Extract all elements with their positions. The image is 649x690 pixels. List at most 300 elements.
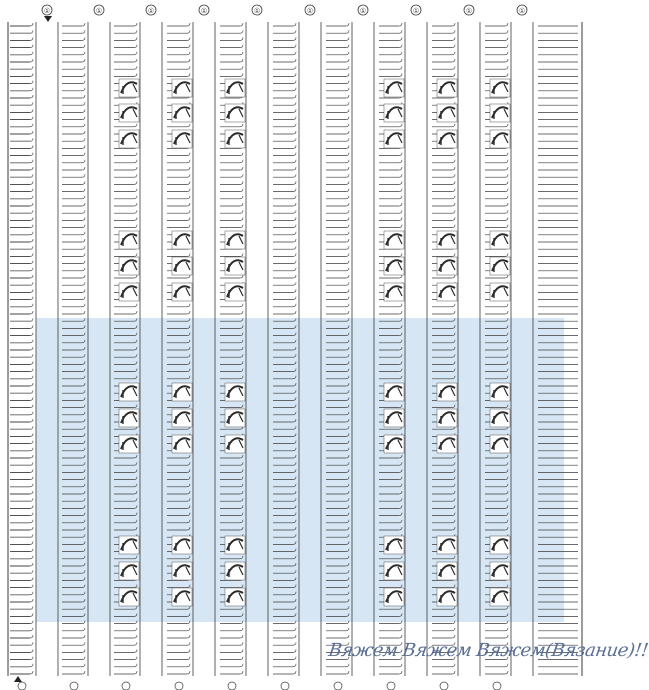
row-tick-hook [30,549,33,552]
row-tick-hook [399,45,402,48]
row-tick-hook [346,239,349,242]
row-tick-hook [293,138,296,141]
row-tick-hook [187,671,190,674]
row-tick-hook [187,59,190,62]
row-tick-hook [505,671,508,674]
row-tick-hook [346,37,349,40]
stitch-symbol-icon [225,257,245,275]
row-tick-hook [346,59,349,62]
stitch-symbol-box [437,383,457,401]
row-tick-hook [346,210,349,213]
row-tick-hook [82,239,85,242]
stitch-symbol-box [225,231,245,249]
stitch-symbol-icon [172,130,192,148]
row-tick-hook [82,189,85,192]
row-tick-hook [240,671,243,674]
row-tick-hook [30,37,33,40]
row-tick-hook [346,181,349,184]
row-tick-hook [505,59,508,62]
row-tick-hook [30,657,33,660]
row-tick-hook [505,66,508,69]
row-tick-hook [346,153,349,156]
row-tick-hook [505,45,508,48]
stitch-symbol-icon [225,383,245,401]
stitch-symbol-box [490,79,510,97]
row-tick-hook [346,671,349,674]
row-tick-hook [399,671,402,674]
stitch-symbol-box [384,409,404,427]
row-tick-hook [505,304,508,307]
column-marker-label: ① [518,7,526,15]
row-tick-hook [399,635,402,638]
row-tick-hook [293,52,296,55]
row-tick-hook [346,167,349,170]
row-tick-hook [187,642,190,645]
row-tick-hook [134,642,137,645]
row-tick-hook [346,102,349,105]
stitch-symbol-icon [172,588,192,606]
row-tick-hook [293,642,296,645]
stitch-symbol-icon [490,536,510,554]
row-tick-hook [240,253,243,256]
row-tick-hook [346,232,349,235]
row-tick-hook [134,124,137,127]
row-tick-hook [30,649,33,652]
row-tick-hook [505,210,508,213]
row-tick-hook [30,217,33,220]
row-tick-hook [399,30,402,33]
stitch-symbol-box [172,257,192,275]
stitch-symbol-icon [119,104,139,122]
row-tick-hook [30,138,33,141]
row-tick-hook [30,225,33,228]
row-tick-hook [240,52,243,55]
row-tick-hook [187,167,190,170]
row-tick-hook [134,304,137,307]
stitch-symbol-icon [172,257,192,275]
stitch-symbol-box [119,536,139,554]
row-tick-hook [293,304,296,307]
end-arrow-icon [14,676,22,682]
stitch-symbol-box [225,130,245,148]
row-tick-hook [30,484,33,487]
row-tick-hook [30,577,33,580]
row-tick-hook [134,275,137,278]
stitch-symbol-icon [172,231,192,249]
row-tick-hook [134,196,137,199]
row-tick-hook [134,160,137,163]
row-tick-hook [240,210,243,213]
row-tick-hook [293,102,296,105]
row-tick-hook [30,405,33,408]
row-tick-hook [293,217,296,220]
bottom-marker-circle [493,682,501,690]
row-tick-hook [30,45,33,48]
row-tick-hook [30,613,33,616]
row-tick-hook [452,275,455,278]
stitch-symbol-box [490,130,510,148]
row-tick-hook [30,246,33,249]
row-tick-hook [82,52,85,55]
row-tick-hook [30,239,33,242]
stitch-symbol-icon [384,409,404,427]
stitch-symbol-box [384,130,404,148]
row-tick-hook [293,153,296,156]
row-tick-hook [399,253,402,256]
stitch-symbol-box [437,79,457,97]
row-tick-hook [399,59,402,62]
column-marker-label: ① [465,7,473,15]
stitch-symbol-box [225,257,245,275]
row-tick-hook [452,66,455,69]
stitch-symbol-box [172,409,192,427]
row-tick-hook [30,448,33,451]
row-tick-hook [30,210,33,213]
row-tick-hook [134,671,137,674]
row-tick-hook [240,304,243,307]
stitch-symbol-icon [490,409,510,427]
row-tick-hook [30,354,33,357]
stitch-symbol-box [172,130,192,148]
stitch-symbol-box [437,257,457,275]
row-tick-hook [134,181,137,184]
row-tick-hook [134,210,137,213]
column-marker-label: ① [412,7,420,15]
row-tick-hook [505,160,508,163]
row-tick-hook [346,45,349,48]
row-tick-hook [452,311,455,314]
row-tick-hook [82,217,85,220]
stitch-symbol-icon [490,231,510,249]
row-tick-hook [30,289,33,292]
row-tick-hook [505,628,508,631]
row-tick-hook [293,88,296,91]
stitch-symbol-box [119,104,139,122]
row-tick-hook [134,52,137,55]
row-tick-hook [30,318,33,321]
stitch-symbol-icon [119,231,139,249]
row-tick-hook [240,153,243,156]
row-tick-hook [293,167,296,170]
stitch-symbol-icon [437,435,457,453]
row-tick-hook [505,311,508,314]
row-tick-hook [293,311,296,314]
row-tick-hook [399,37,402,40]
stitch-symbol-box [172,536,192,554]
row-tick-hook [293,628,296,631]
row-tick-hook [293,225,296,228]
row-tick-hook [187,30,190,33]
row-tick-hook [82,196,85,199]
row-tick-hook [134,253,137,256]
row-tick-hook [240,73,243,76]
stitch-symbol-box [437,283,457,301]
row-tick-hook [452,23,455,26]
row-tick-hook [452,124,455,127]
row-tick-hook [30,635,33,638]
row-tick-hook [134,30,137,33]
column-marker-label: ① [359,7,367,15]
row-tick-hook [30,59,33,62]
row-tick-hook [30,268,33,271]
row-tick-hook [82,73,85,76]
row-tick-hook [30,498,33,501]
row-tick-hook [134,664,137,667]
stitch-symbol-icon [172,435,192,453]
row-tick-hook [293,95,296,98]
stitch-symbol-icon [437,283,457,301]
row-tick-hook [293,160,296,163]
row-tick-hook [30,311,33,314]
row-tick-hook [346,203,349,206]
stitch-symbol-icon [119,588,139,606]
stitch-symbol-icon [172,283,192,301]
row-tick-hook [30,160,33,163]
row-tick-hook [505,167,508,170]
stitch-symbol-box [172,231,192,249]
row-tick-hook [452,174,455,177]
row-tick-hook [30,261,33,264]
stitch-symbol-icon [225,562,245,580]
row-tick-hook [134,37,137,40]
row-tick-hook [240,196,243,199]
row-tick-hook [293,59,296,62]
row-tick-hook [30,419,33,422]
row-tick-hook [346,217,349,220]
row-tick-hook [399,628,402,631]
bottom-marker-circle [334,682,342,690]
row-tick-hook [293,210,296,213]
row-tick-hook [240,649,243,652]
stitch-symbol-box [225,536,245,554]
row-tick-hook [240,167,243,170]
stitch-symbol-icon [119,536,139,554]
row-tick-hook [30,505,33,508]
stitch-symbol-icon [437,231,457,249]
row-tick-hook [505,181,508,184]
row-tick-hook [452,671,455,674]
stitch-symbol-box [437,130,457,148]
row-tick-hook [134,45,137,48]
row-tick-hook [346,117,349,120]
row-tick-hook [293,45,296,48]
row-tick-hook [293,174,296,177]
row-tick-hook [30,383,33,386]
row-tick-hook [187,124,190,127]
row-tick-hook [293,268,296,271]
row-tick-hook [293,109,296,112]
row-tick-hook [30,412,33,415]
row-tick-hook [452,181,455,184]
row-tick-hook [505,635,508,638]
row-tick-hook [240,203,243,206]
row-tick-hook [30,124,33,127]
row-tick-hook [30,340,33,343]
stitch-symbol-box [172,283,192,301]
row-tick-hook [134,311,137,314]
row-tick-hook [240,628,243,631]
row-tick-hook [293,81,296,84]
row-tick-hook [505,253,508,256]
row-tick-hook [82,102,85,105]
row-tick-hook [399,66,402,69]
row-tick-hook [399,181,402,184]
row-tick-hook [134,649,137,652]
row-tick-hook [346,124,349,127]
row-tick-hook [399,275,402,278]
row-tick-hook [187,23,190,26]
row-tick-hook [346,628,349,631]
row-tick-hook [346,275,349,278]
row-tick-hook [293,189,296,192]
stitch-symbol-icon [225,130,245,148]
row-tick-hook [293,124,296,127]
row-tick-hook [82,311,85,314]
row-tick-hook [293,635,296,638]
row-tick-hook [293,239,296,242]
stitch-symbol-box [384,283,404,301]
stitch-symbol-icon [490,562,510,580]
stitch-symbol-icon [384,536,404,554]
row-tick-hook [452,30,455,33]
row-tick-hook [30,541,33,544]
stitch-symbol-box [490,231,510,249]
stitch-symbol-box [384,435,404,453]
row-tick-hook [82,95,85,98]
row-tick-hook [187,52,190,55]
row-tick-hook [346,253,349,256]
stitch-symbol-box [119,435,139,453]
stitch-symbol-box [437,588,457,606]
row-tick-hook [346,246,349,249]
stitch-symbol-icon [384,79,404,97]
stitch-symbol-icon [490,588,510,606]
row-tick-hook [134,657,137,660]
row-tick-hook [82,167,85,170]
stitch-symbol-box [172,562,192,580]
row-tick-hook [30,253,33,256]
row-tick-hook [82,642,85,645]
row-tick-hook [240,30,243,33]
row-tick-hook [30,275,33,278]
row-tick-hook [30,232,33,235]
stitch-symbol-box [119,130,139,148]
bottom-marker-circle [228,682,236,690]
row-tick-hook [30,469,33,472]
row-tick-hook [452,189,455,192]
row-tick-hook [505,73,508,76]
row-tick-hook [452,635,455,638]
row-tick-hook [30,81,33,84]
stitch-symbol-box [225,435,245,453]
stitch-symbol-icon [119,409,139,427]
row-tick-hook [187,160,190,163]
row-tick-hook [82,124,85,127]
stitch-symbol-icon [437,588,457,606]
row-tick-hook [187,73,190,76]
row-tick-hook [399,73,402,76]
row-tick-hook [293,181,296,184]
row-tick-hook [293,73,296,76]
row-tick-hook [346,174,349,177]
row-tick-hook [240,664,243,667]
stitch-symbol-box [490,283,510,301]
row-tick-hook [505,203,508,206]
row-tick-hook [30,491,33,494]
row-tick-hook [30,592,33,595]
row-tick-hook [30,599,33,602]
row-tick-hook [134,23,137,26]
row-tick-hook [293,657,296,660]
stitch-symbol-box [384,257,404,275]
row-tick-hook [30,585,33,588]
row-tick-hook [346,131,349,134]
row-tick-hook [30,174,33,177]
row-tick-hook [293,117,296,120]
stitch-symbol-icon [225,588,245,606]
row-tick-hook [505,275,508,278]
row-tick-hook [346,160,349,163]
stitch-symbol-box [172,383,192,401]
row-tick-hook [293,297,296,300]
row-tick-hook [82,181,85,184]
row-tick-hook [30,167,33,170]
stitch-symbol-icon [172,79,192,97]
stitch-symbol-icon [172,409,192,427]
bottom-marker-circle [70,682,78,690]
row-tick-hook [240,37,243,40]
row-tick-hook [505,37,508,40]
row-tick-hook [505,189,508,192]
row-tick-hook [187,628,190,631]
row-tick-hook [82,649,85,652]
row-tick-hook [293,246,296,249]
row-tick-hook [240,311,243,314]
stitch-symbol-icon [437,79,457,97]
stitch-symbol-icon [437,562,457,580]
row-tick-hook [293,649,296,652]
row-tick-hook [505,174,508,177]
row-tick-hook [399,196,402,199]
stitch-symbol-box [225,283,245,301]
row-tick-hook [82,304,85,307]
row-tick-hook [293,275,296,278]
stitch-symbol-icon [225,79,245,97]
row-tick-hook [187,311,190,314]
row-tick-hook [82,109,85,112]
row-tick-hook [134,174,137,177]
stitch-symbol-icon [490,383,510,401]
row-tick-hook [293,282,296,285]
stitch-symbol-box [384,79,404,97]
row-tick-hook [505,196,508,199]
row-tick-hook [346,66,349,69]
row-tick-hook [346,268,349,271]
row-tick-hook [30,369,33,372]
row-tick-hook [346,109,349,112]
row-tick-hook [240,635,243,638]
row-tick-hook [82,297,85,300]
row-tick-hook [134,203,137,206]
row-tick-hook [293,145,296,148]
row-tick-hook [82,59,85,62]
bottom-marker-circle [440,682,448,690]
stitch-symbol-box [490,588,510,606]
stitch-symbol-box [437,536,457,554]
row-tick-hook [187,66,190,69]
stitch-symbol-icon [437,536,457,554]
row-tick-hook [82,45,85,48]
